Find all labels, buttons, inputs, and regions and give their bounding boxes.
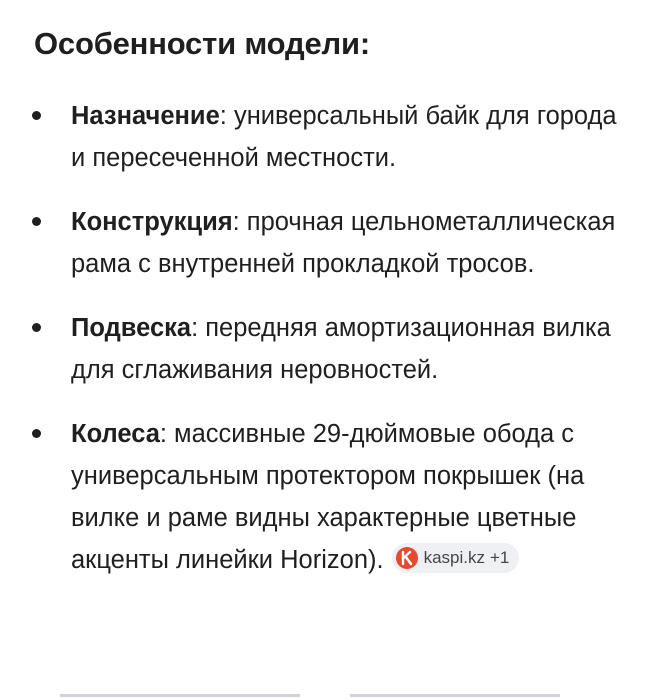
source-site-label: kaspi.kz bbox=[423, 548, 485, 568]
feature-text: : массивные 29-дюймовые обода с универсальным протектором покрышек (на вилке и раме видны характерные цветные акценты линейки Horizon). bbox=[71, 420, 585, 574]
feature-term: Назначение bbox=[71, 102, 220, 130]
list-item bbox=[0, 307, 649, 391]
bullet-dot bbox=[32, 217, 41, 226]
feature-text: : универсальный байк для города и пересеченной местности. bbox=[71, 102, 617, 172]
divider bbox=[350, 694, 560, 697]
source-chip-button[interactable] bbox=[392, 543, 520, 573]
list-item bbox=[0, 95, 649, 179]
list-item bbox=[0, 413, 649, 581]
bullet-dot bbox=[32, 429, 41, 438]
feature-term: Конструкция bbox=[71, 208, 233, 236]
bullet-dot bbox=[32, 323, 41, 332]
feature-text: : прочная цельнометаллическая рама с внутренней прокладкой тросов. bbox=[71, 208, 616, 278]
section-heading: Особенности модели: bbox=[34, 26, 370, 61]
feature-term: Подвеска bbox=[71, 314, 192, 342]
bullet-dot bbox=[32, 111, 41, 120]
feature-list bbox=[0, 95, 649, 603]
feature-term: Колеса bbox=[71, 420, 160, 448]
list-item bbox=[0, 201, 649, 285]
source-extra-count: +1 bbox=[490, 548, 510, 568]
divider bbox=[60, 694, 300, 697]
feature-text: : передняя амортизационная вилка для сглаживания неровностей. bbox=[71, 314, 611, 384]
kaspi-logo-icon bbox=[396, 547, 418, 569]
